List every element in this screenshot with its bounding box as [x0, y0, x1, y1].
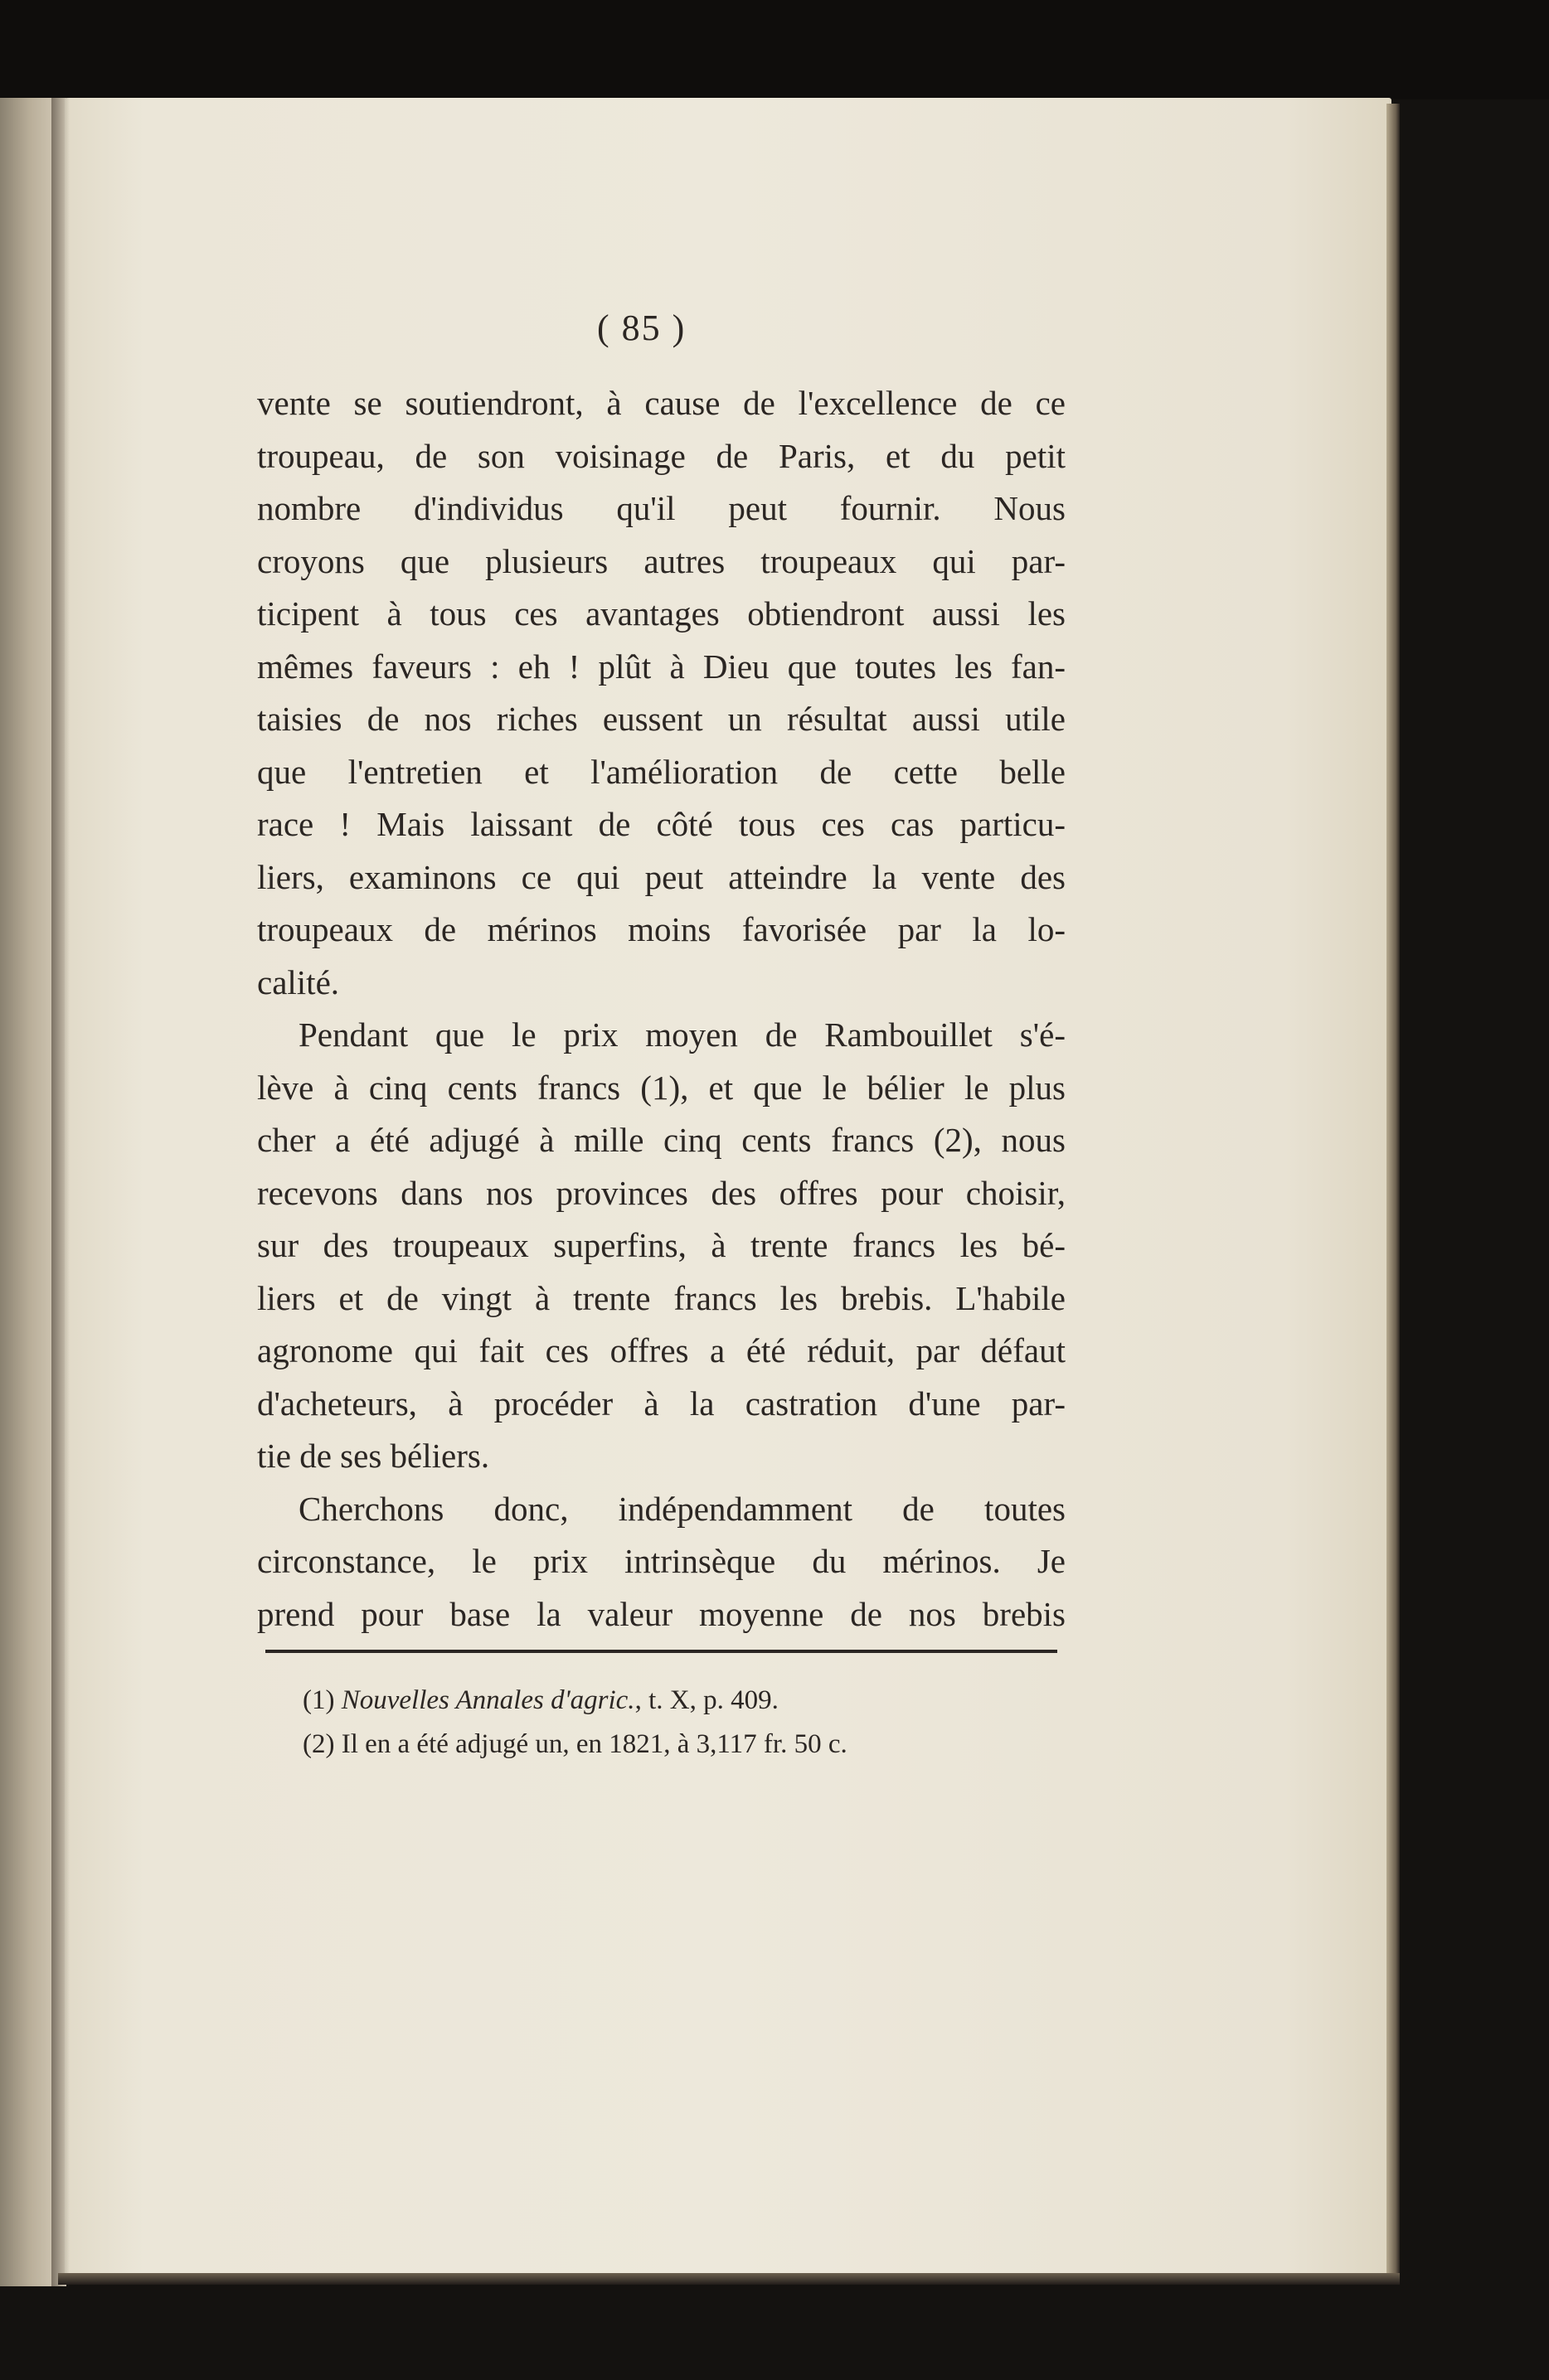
footnotes — [303, 1679, 1049, 1767]
paragraph-2 — [257, 1009, 1066, 1483]
text-line: liers, examinons ce qui peut atteindre la vente des — [257, 857, 1066, 896]
text-line: ticipent à tous ces avantages obtiendront aussi les — [257, 594, 1066, 633]
footnote-title: Nouvelles Annales d'agric. — [341, 1685, 635, 1715]
footnote-2 — [303, 1723, 1049, 1767]
text-line: lève à cinq cents francs (1), et que le bélier le plus — [257, 1068, 1066, 1107]
footnote-marker: (2) — [303, 1729, 335, 1759]
background-top — [0, 0, 1549, 99]
footnote-text: Il en a été adjugé un, en 1821, à 3,117 fr. 50 c. — [341, 1729, 847, 1759]
text-line: recevons dans nos provinces des offres pour choisir, — [257, 1173, 1066, 1212]
text-line: croyons que plusieurs autres troupeaux qui par- — [257, 541, 1066, 580]
text-line: vente se soutiendront, à cause de l'excellence de ce — [257, 384, 1066, 422]
paragraph-3 — [257, 1483, 1066, 1641]
text-line: sur des troupeaux superfins, à trente francs les bé- — [257, 1226, 1066, 1264]
body-text — [257, 377, 1066, 1641]
text-line: circonstance, le prix intrinsèque du mérinos. Je — [257, 1542, 1066, 1580]
text-line: agronome qui fait ces offres a été réduit, par défaut — [257, 1331, 1066, 1369]
page-number: ( 85 ) — [597, 308, 687, 348]
text-line: troupeaux de mérinos moins favorisée par la lo- — [257, 910, 1066, 948]
footnote-1 — [303, 1679, 1049, 1723]
text-line: d'acheteurs, à procéder à la castration d'une par- — [257, 1384, 1066, 1423]
text-line: nombre d'individus qu'il peut fournir. Nous — [257, 489, 1066, 527]
gutter-shadow — [51, 98, 70, 2286]
text-line: mêmes faveurs : eh ! plût à Dieu que toutes les fan- — [257, 647, 1066, 686]
text-line: liers et de vingt à trente francs les brebis. L'habile — [257, 1278, 1066, 1317]
text-line: prend pour base la valeur moyenne de nos brebis — [257, 1594, 1066, 1633]
text-line: que l'entretien et l'amélioration de cette belle — [257, 752, 1066, 791]
text-line: Pendant que le prix moyen de Rambouillet s'é- — [299, 1015, 1066, 1054]
bottom-page-edge — [58, 2273, 1400, 2285]
text-line: troupeau, de son voisinage de Paris, et du petit — [257, 436, 1066, 475]
right-page-edge — [1386, 104, 1400, 2276]
footnote-rule — [265, 1650, 1057, 1653]
text-line: calité. — [257, 962, 340, 1001]
footnote-text: , t. X, p. 409. — [634, 1685, 779, 1715]
text-line: cher a été adjugé à mille cinq cents francs (2), nous — [257, 1121, 1066, 1159]
paragraph-1 — [257, 377, 1066, 1009]
text-line: tie de ses béliers. — [257, 1437, 490, 1475]
footnote-marker: (1) — [303, 1685, 335, 1715]
text-line: Cherchons donc, indépendamment de toutes — [299, 1489, 1066, 1528]
text-line: taisies de nos riches eussent un résultat aussi utile — [257, 700, 1066, 738]
text-line: race ! Mais laissant de côté tous ces cas particu- — [257, 805, 1066, 843]
